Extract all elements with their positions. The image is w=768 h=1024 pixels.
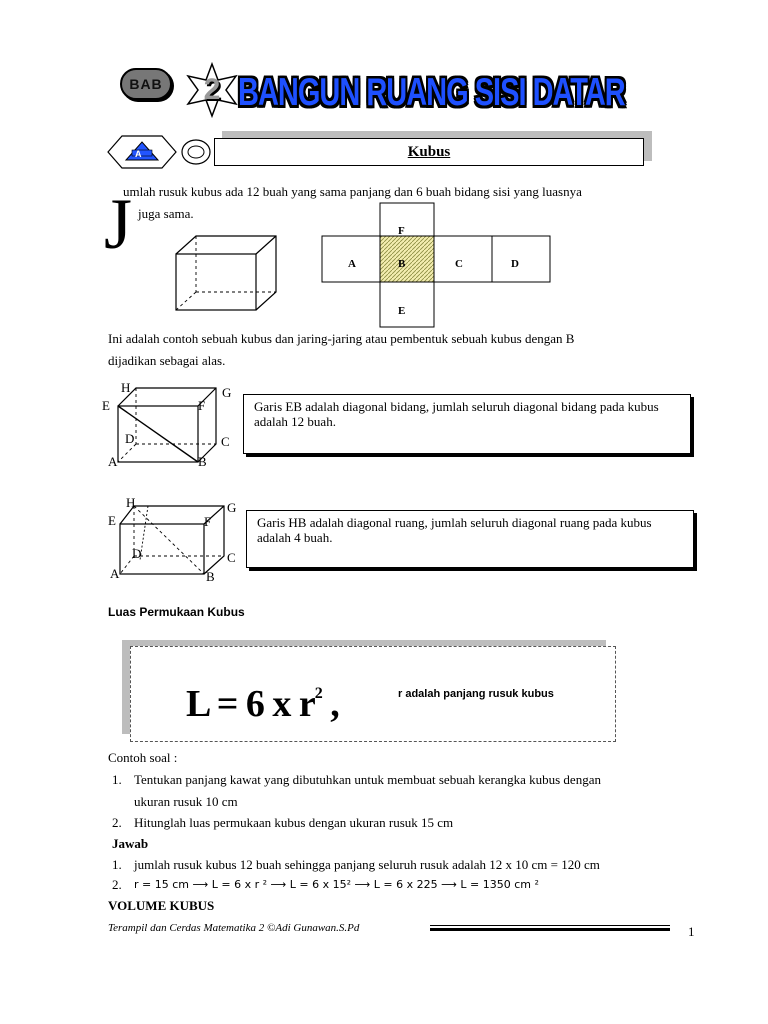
intro-line-2: juga sama.	[138, 206, 194, 221]
section-title: Kubus	[407, 144, 451, 160]
cube1-label-c: C	[221, 434, 230, 449]
chapter-title: BANGUN RUANG SISI DATAR	[238, 71, 625, 115]
example-1-num: 1.	[112, 772, 122, 787]
formula-exponent: 2	[314, 685, 322, 702]
page-number: 1	[688, 924, 695, 939]
net-caption-line-1: Ini adalah contoh sebuah kubus dan jaring-jaring atau pembentuk sebuah kubus dengan B	[108, 331, 575, 346]
formula-text: L = 6 x r	[186, 683, 315, 725]
cube-face-diagonal	[112, 384, 236, 468]
cube2-label-g: G	[227, 500, 237, 515]
section-title-box	[214, 138, 644, 166]
cube2-label-e: E	[108, 513, 116, 528]
chapter-number: 2	[203, 73, 221, 106]
section-letter: A	[135, 149, 142, 159]
formula-main	[186, 672, 339, 726]
cube-space-diagonal	[112, 500, 236, 580]
footer-text: Terampil dan Cerdas Matematika 2 ©Adi Gunawan.S.Pd	[108, 922, 360, 934]
space-diagonal-info: Garis HB adalah diagonal ruang, jumlah seluruh diagonal ruang pada kubus adalah 4 buah.	[246, 510, 694, 568]
cube1-label-a: A	[108, 454, 118, 469]
examples-heading: Contoh soal :	[108, 750, 178, 765]
answer-2-text: r = 15 cm ⟶ L = 6 x r ² ⟶ L = 6 x 15² ⟶ L = 6 x 225 ⟶ L = 1350 cm ²	[134, 878, 539, 891]
cube2-label-d: D	[132, 546, 142, 561]
cube1-label-g: G	[222, 385, 232, 400]
net-face-c: C	[455, 258, 463, 270]
net-caption-line-2: dijadikan sebagai alas.	[108, 353, 226, 368]
example-2-line-1: Hitunglah luas permukaan kubus dengan ukuran rusuk 15 cm	[134, 815, 454, 830]
cube2-label-h: H	[126, 495, 136, 510]
cube2-label-b: B	[206, 569, 215, 584]
example-1-line-1: Tentukan panjang kawat yang dibutuhkan untuk membuat sebuah kerangka kubus dengan	[134, 772, 601, 787]
cube2-label-f: F	[204, 514, 212, 529]
answer-1-text: jumlah rusuk kubus 12 buah sehingga panjang seluruh rusuk adalah 12 x 10 cm = 120 cm	[134, 857, 600, 872]
net-face-a: A	[348, 258, 356, 270]
example-1-line-2: ukuran rusuk 10 cm	[134, 794, 238, 809]
answer-2-num: 2.	[112, 877, 122, 892]
formula-comma: ,	[330, 683, 339, 725]
net-face-f: F	[398, 225, 405, 237]
cube1-label-f: F	[198, 398, 206, 413]
cube1-label-b: B	[198, 454, 207, 469]
cube1-label-d: D	[125, 431, 135, 446]
answer-heading: Jawab	[112, 836, 149, 851]
cube2-label-a: A	[110, 566, 120, 581]
cube1-label-h: H	[121, 380, 131, 395]
example-2-num: 2.	[112, 815, 122, 830]
net-face-e: E	[398, 305, 406, 317]
cube-drawing	[170, 232, 280, 314]
section-marker	[106, 134, 218, 170]
formula-note: r adalah panjang rusuk kubus	[398, 688, 554, 700]
cube1-label-e: E	[102, 398, 110, 413]
drop-cap: J	[104, 184, 133, 264]
net-face-d: D	[511, 258, 519, 270]
volume-heading: VOLUME KUBUS	[108, 898, 215, 913]
footer-rule-thick	[430, 928, 670, 931]
surface-area-heading: Luas Permukaan Kubus	[108, 605, 245, 619]
net-face-b: B	[398, 258, 406, 270]
intro-line-1: umlah rusuk kubus ada 12 buah yang sama panjang dan 6 buah bidang sisi yang luasnya	[123, 184, 582, 199]
face-diagonal-info: Garis EB adalah diagonal bidang, jumlah seluruh diagonal bidang pada kubus adalah 12 buah.	[243, 394, 691, 454]
cube2-label-c: C	[227, 550, 236, 565]
footer-rule-thin	[430, 925, 670, 926]
answer-1-num: 1.	[112, 857, 122, 872]
bab-badge: BAB	[120, 68, 172, 100]
